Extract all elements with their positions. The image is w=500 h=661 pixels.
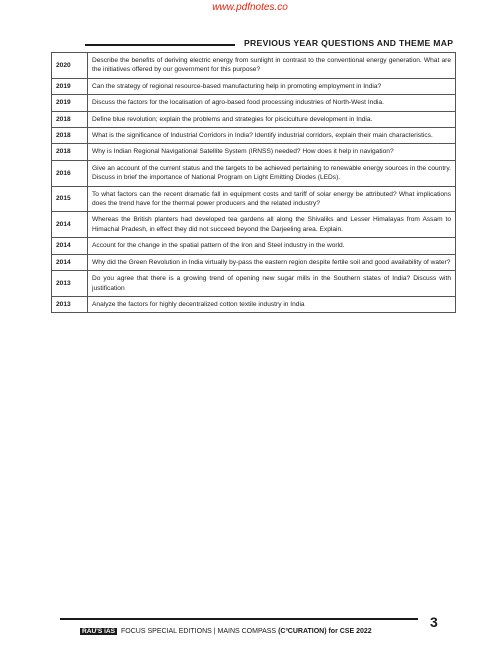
question-cell: To what factors can the recent dramatic fall in equipment costs and tariff of solar energy be attributed? What implications does the trend have for the thermal power producers and the related industry? — [88, 186, 456, 212]
questions-table — [51, 52, 456, 313]
question-cell: Why did the Green Revolution in India virtually by-pass the eastern region despite fertile soil and good availability of water? — [88, 254, 456, 270]
year-cell: 2016 — [52, 160, 88, 186]
table-row — [52, 128, 456, 144]
question-cell: Give an account of the current status and the targets to be achieved pertaining to renewable energy sources in the country. Discuss in brief the importance of National Program on Light Emitting Diodes (LEDs). — [88, 160, 456, 186]
question-cell: Discuss the factors for the localisation of agro-based food processing industries of North-West India. — [88, 95, 456, 111]
footer-brand: RAU'S IAS — [82, 628, 116, 635]
year-cell: 2015 — [52, 186, 88, 212]
page-title: PREVIOUS YEAR QUESTIONS AND THEME MAP — [244, 38, 454, 48]
question-cell: Account for the change in the spatial pattern of the Iron and Steel industry in the world. — [88, 238, 456, 254]
question-cell: Whereas the British planters had developed tea gardens all along the Shivaliks and Lesser Himalayas from Assam to Himachal Pradesh, in effect they did not succeed beyond the Darjeeling area. Explain. — [88, 212, 456, 238]
watermark-url: www.pdfnotes.co — [212, 2, 288, 13]
footer-text: FOCUS SPECIAL EDITIONS | MAINS COMPASS — [121, 628, 277, 635]
page-number: 3 — [430, 614, 438, 630]
year-cell: 2014 — [52, 254, 88, 270]
table-row — [52, 271, 456, 297]
question-cell: Can the strategy of regional resource-based manufacturing help in promoting employment in India? — [88, 78, 456, 94]
question-cell: Why is Indian Regional Navigational Satellite System (IRNSS) needed? How does it help in navigation? — [88, 144, 456, 160]
table-row — [52, 254, 456, 270]
footer-rule — [60, 618, 418, 620]
year-cell: 2020 — [52, 53, 88, 79]
year-cell: 2019 — [52, 78, 88, 94]
question-cell: What is the significance of Industrial Corridors in India? Identify industrial corridors, explain their main characteristics. — [88, 128, 456, 144]
table-row — [52, 296, 456, 312]
table-row — [52, 111, 456, 127]
question-cell: Do you agree that there is a growing trend of opening new sugar mills in the Southern states of India? Discuss with justification — [88, 271, 456, 297]
year-cell: 2018 — [52, 144, 88, 160]
footer — [80, 628, 372, 635]
table-row — [52, 78, 456, 94]
table-row — [52, 186, 456, 212]
year-cell: 2014 — [52, 238, 88, 254]
table-row — [52, 238, 456, 254]
year-cell: 2018 — [52, 111, 88, 127]
year-cell: 2019 — [52, 95, 88, 111]
year-cell: 2013 — [52, 271, 88, 297]
question-cell: Analyze the factors for highly decentralized cotton textile industry in India — [88, 296, 456, 312]
header-rule — [85, 44, 235, 46]
table-row — [52, 53, 456, 79]
year-cell: 2013 — [52, 296, 88, 312]
table-row — [52, 212, 456, 238]
year-cell: 2014 — [52, 212, 88, 238]
table-row — [52, 95, 456, 111]
table-row — [52, 160, 456, 186]
footer-bold-text: (C³CURATION) for CSE 2022 — [278, 628, 372, 635]
question-cell: Describe the benefits of deriving electric energy from sunlight in contrast to the conventional energy generation. What are the initiatives offered by our government for this purpose? — [88, 53, 456, 79]
question-cell: Define blue revolution; explain the problems and strategies for pisciculture development in India. — [88, 111, 456, 127]
table-row — [52, 144, 456, 160]
year-cell: 2018 — [52, 128, 88, 144]
